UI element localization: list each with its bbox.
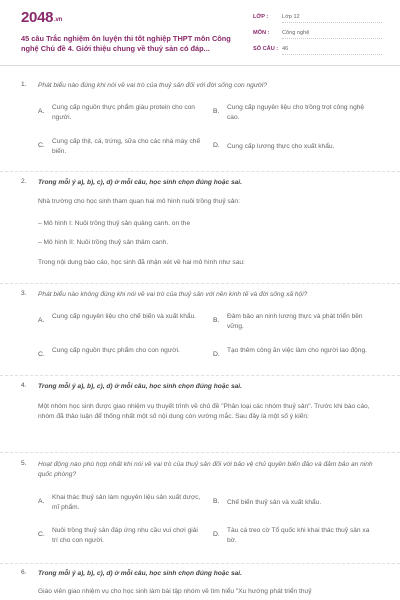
option-c[interactable] <box>38 137 203 157</box>
question-5 <box>21 460 381 560</box>
question-divider <box>0 283 400 284</box>
question-number: 2. <box>21 178 27 185</box>
site-logo[interactable] <box>21 9 62 26</box>
question-6 <box>21 569 381 600</box>
option-label: D. <box>213 531 220 538</box>
mon-label: MÔN : <box>253 30 270 36</box>
question-divider <box>0 171 400 172</box>
question-text: Phát biểu nào đúng khi nói về vai trò của thuỷ sản đối với đời sống con người? <box>38 82 268 89</box>
question-paragraph: Giáo viên giao nhiệm vụ cho học sinh làm bài tập nhóm về tìm hiểu "Xu hướng phát triển thuỷ <box>38 588 312 595</box>
lop-label: LỚP : <box>253 14 269 20</box>
question-1 <box>21 81 381 166</box>
question-text: Trong mỗi ý a), b), c), d) ở mỗi câu, học sinh chọn đúng hoặc sai. <box>38 383 242 390</box>
question-paragraph: Trong nội dung báo cáo, học sinh đã nhận xét về hai mô hình như sau: <box>38 259 245 266</box>
logo-text: 2048 <box>21 9 54 26</box>
lop-value: Lớp 12 <box>282 14 300 20</box>
option-label: A. <box>38 317 45 324</box>
option-label: A. <box>38 108 45 115</box>
question-number: 6. <box>21 569 27 576</box>
option-text: Nuôi trồng thuỷ sản đáp ứng nhu cầu vui chơi giải trí cho con người. <box>52 527 198 544</box>
option-c[interactable] <box>38 346 203 366</box>
mon-underline <box>282 38 382 39</box>
option-label: B. <box>213 108 220 115</box>
question-number: 1. <box>21 81 27 88</box>
logo-suffix: .vn <box>54 17 62 23</box>
question-paragraph: Nhà trường cho học sinh tham quan hai mô hình nuôi trồng thuỷ sản: <box>38 198 240 205</box>
option-text: Cung cấp nguồn thực phẩm giàu protein cho con người. <box>52 104 195 121</box>
option-text: Cung cấp nguồn thực phẩm cho con người. <box>52 347 180 354</box>
document-title: 45 câu Trắc nghiệm ôn luyện thi tốt nghiệp THPT môn Công nghệ Chủ đề 4. Giới thiệu chung về thuỷ sản có đáp... <box>21 34 231 53</box>
question-divider <box>0 563 400 564</box>
question-number: 5. <box>21 460 27 467</box>
socau-label: SỐ CÂU : <box>253 46 279 52</box>
socau-value: 46 <box>282 46 289 52</box>
option-b[interactable] <box>213 493 378 513</box>
option-a[interactable] <box>38 312 203 332</box>
question-3 <box>21 290 381 375</box>
option-text: Tàu cá treo cờ Tổ quốc khi khai thác thuỷ sản xa bờ. <box>227 527 370 544</box>
question-text: Hoạt động nào phù hợp nhất khi nói về vai trò của thuỷ sản đối với bảo vệ chủ quyền biển đảo và đảm bảo an ninh quốc phòng? <box>38 461 373 478</box>
socau-underline <box>282 54 382 55</box>
option-a[interactable] <box>38 103 203 123</box>
option-label: A. <box>38 498 45 505</box>
question-text: Phát biểu nào không đúng khi nói về vai trò của thuỷ sản với nền kinh tế và đời sống xã hội? <box>38 291 308 298</box>
option-d[interactable] <box>213 346 378 366</box>
option-label: D. <box>213 351 220 358</box>
option-text: Cung cấp lương thực cho xuất khẩu. <box>227 143 335 150</box>
question-paragraph: – Mô hình I: Nuôi trồng thuỷ sản quảng canh. on the <box>38 220 191 227</box>
lop-underline <box>282 22 382 23</box>
option-text: Khai thác thuỷ sản làm nguyên liệu sản xuất dược, mĩ phẩm. <box>52 494 201 511</box>
question-2 <box>21 178 381 288</box>
option-c[interactable] <box>38 526 203 546</box>
question-4 <box>21 382 381 442</box>
question-text: Trong mỗi ý a), b), c), d) ở mỗi câu, học sinh chọn đúng hoặc sai. <box>38 179 242 186</box>
option-label: D. <box>213 142 220 149</box>
option-text: Đảm bảo an ninh lương thực và phát triển bền vững. <box>227 313 363 330</box>
mon-value: Công nghệ <box>282 30 310 36</box>
option-b[interactable] <box>213 312 378 332</box>
option-label: C. <box>38 142 45 149</box>
question-number: 3. <box>21 290 27 297</box>
option-text: Chế biến thuỷ sản và xuất khẩu. <box>227 499 322 506</box>
document-header <box>0 0 400 66</box>
option-label: B. <box>213 317 220 324</box>
question-text: Trong mỗi ý a), b), c), d) ở mỗi câu, học sinh chọn đúng hoặc sai. <box>38 570 242 577</box>
option-text: Tạo thêm công ăn việc làm cho người lao động. <box>227 347 367 354</box>
option-d[interactable] <box>213 137 378 157</box>
option-d[interactable] <box>213 526 378 546</box>
option-b[interactable] <box>213 103 378 123</box>
question-divider <box>0 452 400 453</box>
question-number: 4. <box>21 382 27 389</box>
option-text: Cung cấp thịt, cá, trứng, sữa cho các nhà máy chế biến. <box>52 138 201 155</box>
option-label: B. <box>213 498 220 505</box>
question-divider <box>0 375 400 376</box>
question-paragraph: Một nhóm học sinh được giao nhiệm vụ thuyết trình về chủ đề "Phân loại các nhóm thuỷ sản". Trước khi báo cáo, nhóm đã thảo luận để thống nhất một số nội dung còn vướng mắc. Sau đây là một số ý kiến: <box>38 403 370 420</box>
option-label: C. <box>38 531 45 538</box>
option-text: Cung cấp nguyên liệu cho trồng trọt công nghệ cao. <box>227 104 365 121</box>
question-paragraph: – Mô hình II: Nuôi trồng thuỷ sản thâm canh. <box>38 239 169 246</box>
option-a[interactable] <box>38 493 203 513</box>
option-label: C. <box>38 351 45 358</box>
option-text: Cung cấp nguyên liệu cho chế biến và xuất khẩu. <box>52 313 197 320</box>
